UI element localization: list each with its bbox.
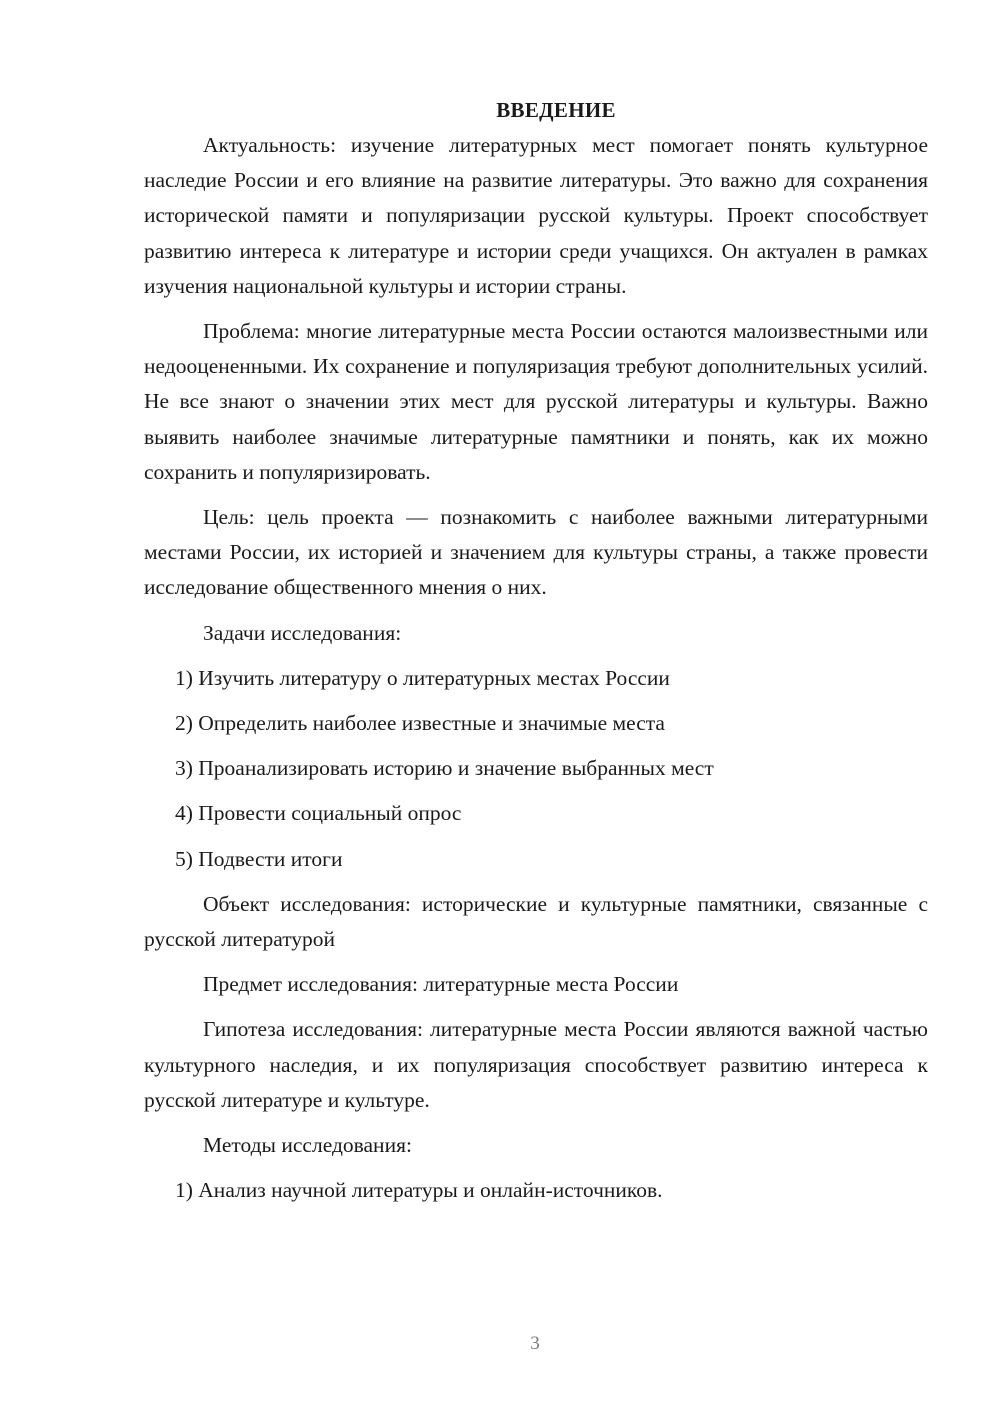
tasks-list (144, 661, 928, 877)
section-title: ВВЕДЕНИЕ (496, 98, 616, 122)
goal-paragraph: Цель: цель проекта — познакомить с наиболее важными литературными местами России, их историей и значением для культуры страны, а также провести исследование общественного мнения о них. (144, 505, 928, 600)
method-item: 1) Анализ научной литературы и онлайн-источников. (175, 1178, 663, 1203)
methods-heading: Методы исследования: (203, 1133, 412, 1158)
methods-list (144, 1173, 928, 1208)
task-item: 1) Изучить литературу о литературных местах России (175, 665, 670, 690)
task-item: 4) Провести социальный опрос (175, 801, 462, 826)
subject-paragraph: Предмет исследования: литературные места России (203, 972, 679, 997)
page-content (144, 95, 928, 1218)
task-item: 2) Определить наиболее известные и значимые места (175, 711, 665, 736)
problem-paragraph: Проблема: многие литературные места России остаются малоизвестными или недооцененными. Их сохранение и популяризация требуют дополнительных усилий. Не все знают о значении этих мест для русской литературы и культуры. Важно выявить наиболее значимые литературные памятники и понять, как их можно сохранить и популяризировать. (144, 319, 928, 484)
relevance-paragraph: Актуальность: изучение литературных мест помогает понять культурное наследие России и его влияние на развитие литературы. Это важно для сохранения исторической памяти и популяризации русской культуры. Проект способствует развитию интереса к литературе и истории среди учащихся. Он актуален в рамках изучения национальной культуры и истории страны. (144, 133, 928, 298)
task-item: 3) Проанализировать историю и значение выбранных мест (175, 756, 714, 781)
page-number: 3 (530, 1333, 540, 1354)
object-paragraph: Объект исследования: исторические и культурные памятники, связанные с русской литературой (144, 891, 928, 952)
tasks-heading: Задачи исследования: (203, 620, 402, 645)
hypothesis-paragraph: Гипотеза исследования: литературные места России являются важной частью культурного наследия, и их популяризация способствует развитию интереса к русской литературе и культуре. (144, 1017, 928, 1112)
task-item: 5) Подвести итоги (175, 846, 343, 871)
